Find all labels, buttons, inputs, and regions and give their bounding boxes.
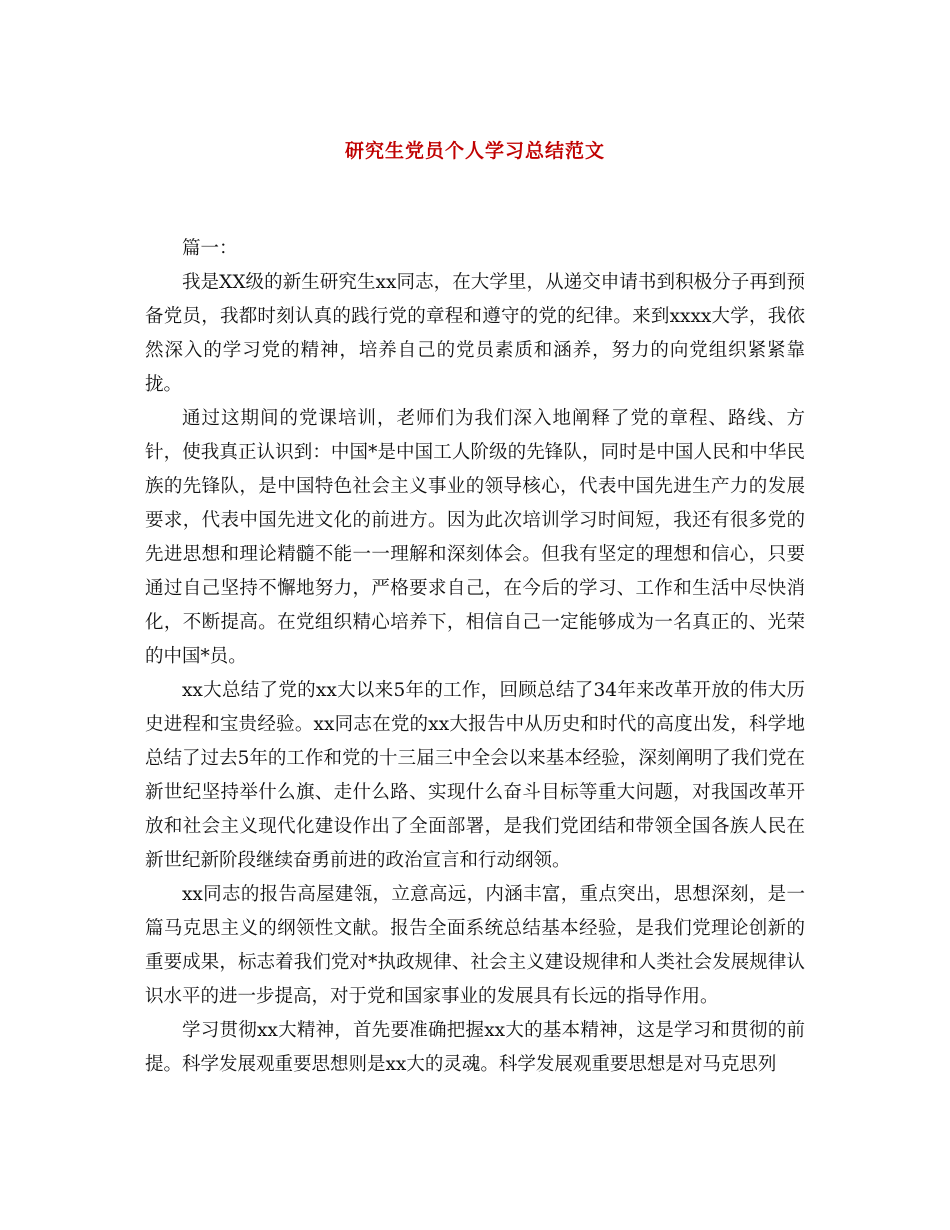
paragraph-1: 我是XX级的新生研究生xx同志，在大学里，从递交申请书到积极分子再到预备党员，我都时刻认真的践行党的章程和遵守的党的纪律。来到xxxx大学，我依然深入的学习党的精神，培养自己的党员素质和涵养，努力的向党组织紧紧靠拢。 (145, 272, 805, 395)
document-page (145, 0, 805, 1230)
paragraph-5: 学习贯彻xx大精神，首先要准确把握xx大的基本精神，这是学习和贯彻的前提。科学发展观重要思想则是xx大的灵魂。科学发展观重要思想是对马克思列 (145, 1020, 805, 1075)
paragraph-2: 通过这期间的党课培训，老师们为我们深入地阐释了党的章程、路线、方针，使我真正认识到：中国*是中国工人阶级的先锋队，同时是中国人民和中华民族的先锋队，是中国特色社会主义事业的领导核心，代表中国先进生产力的发展要求，代表中国先进文化的前进方。因为此次培训学习时间短，我还有很多党的先进思想和理论精髓不能一一理解和深刻体会。但我有坚定的理想和信心，只要通过自己坚持不懈地努力，严格要求自己，在今后的学习、工作和生活中尽快消化，不断提高。在党组织精心培养下，相信自己一定能够成为一名真正的、光荣的中国*员。 (145, 408, 805, 667)
paragraph-4: xx同志的报告高屋建瓴，立意高远，内涵丰富，重点突出，思想深刻，是一篇马克思主义的纲领性文献。报告全面系统总结基本经验，是我们党理论创新的重要成果，标志着我们党对*执政规律、社会主义建设规律和人类社会发展规律认识水平的进一步提高，对于党和国家事业的发展具有长远的指导作用。 (145, 884, 805, 1007)
section-label: 篇一： (182, 238, 238, 259)
document-title: 研究生党员个人学习总结范文 (344, 140, 605, 162)
document-body (145, 232, 805, 1082)
paragraph-3: xx大总结了党的xx大以来5年的工作，回顾总结了34年来改革开放的伟大历史进程和宝贵经验。xx同志在党的xx大报告中从历史和时代的高度出发，科学地总结了过去5年的工作和党的十三届三中全会以来基本经验，深刻阐明了我们党在新世纪坚持举什么旗、走什么路、实现什么奋斗目标等重大问题，对我国改革开放和社会主义现代化建设作出了全面部署，是我们党团结和带领全国各族人民在新世纪新阶段继续奋勇前进的政治宣言和行动纲领。 (145, 680, 805, 871)
